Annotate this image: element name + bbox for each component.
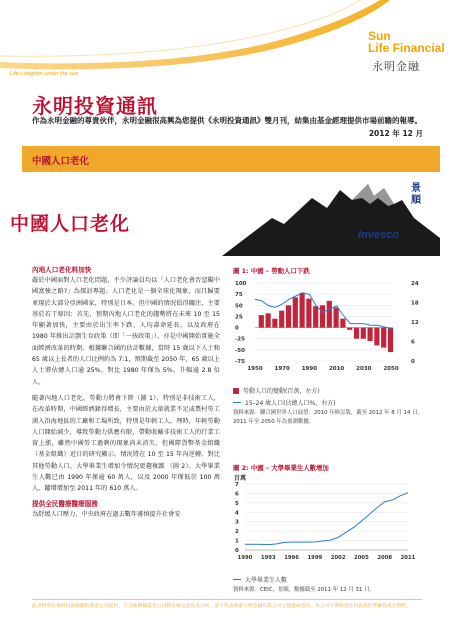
y-tick: 5 [235, 500, 239, 507]
chart-2-source: 資料來源：CEIC，景順，數據截至 2011 年 12 月 31 日。 [233, 587, 375, 593]
newsletter-subtitle: 作為永明金融的尊貴伙伴，永明金融很高興為您提供《永明投資通訊》雙月刊，結集由基金經理提供市場前瞻的報導。 [32, 116, 422, 125]
logo-chinese: 永明金融 [372, 60, 420, 73]
chart-1-block [233, 266, 423, 427]
bar [306, 299, 311, 328]
y-tick-left: 75 [235, 292, 243, 299]
chart-1-legend-line-label: 15–24 歲人口(佔總人口%，右方) [245, 400, 336, 407]
chart-1-legend-bar [233, 386, 423, 395]
line-legend-swatch [233, 579, 241, 580]
x-tick: 1990 [237, 555, 253, 561]
chart-1-svg [233, 275, 423, 379]
bar [293, 297, 298, 327]
y-tick-right: 12 [411, 320, 419, 326]
bar [354, 328, 359, 339]
bar [381, 328, 386, 348]
x-tick: 1950 [247, 366, 263, 372]
y-tick-left: 100 [235, 281, 247, 287]
chart-1-title: 圖 1: 中國 – 勞動人口下跌 [233, 267, 310, 275]
bar [279, 311, 284, 328]
x-tick: 2002 [330, 555, 346, 561]
article-paragraph-1: 嚴於中國面對人口老化問題，不少評論員均以「人口老化會否窒礙中國富強之路?」為探討專題。人口老化是一個全球化現象，而且歸要並現於大部分亞洲國家，特別是日本。但中國的情況值得關注，主要基於若干原因：首先，預期內地人口老化的趨勢將在未來 10 至 15 年顯著加快，主要由於出生率下跌、人均壽命延長，以及政府在 1980 年推出計劃生育政策（即「一孩政策」），亦是中國開始實施全面經濟改革的時期。根據聯合國的估計數據，當時 15 歲以下人士和 65 歲以上長者的人口比例約為 7:1，預期截至 2050 年，65 歲以上人士將佔總人口逾 25%，對比 1980 年僅為 5%，升幅逾 2.8 倍人。 [32, 277, 220, 386]
bar [388, 328, 393, 353]
chart-2-legend-label: 大學畢業生人數 [245, 577, 288, 584]
logo-line-1: Sun [368, 29, 391, 43]
bar [272, 319, 277, 328]
newsletter-title: 永明投資通訊 [32, 94, 158, 118]
series-line [245, 493, 408, 545]
y-tick-right: 18 [411, 300, 419, 307]
logo-line-2: Life Financial [368, 41, 445, 55]
article-heading-2: 提供全民醫療醫療服務 [32, 499, 98, 508]
bar [259, 315, 264, 327]
y-tick: 7 [235, 482, 239, 488]
invesco-logo: Invesco [358, 229, 399, 241]
x-tick: 2011 [400, 555, 416, 561]
x-tick: 1996 [284, 555, 299, 561]
y-axis-unit: 百萬 [234, 475, 247, 482]
y-tick-left: 0 [235, 325, 239, 332]
bar [300, 293, 305, 328]
y-tick: 0 [235, 548, 239, 554]
x-tick: 2005 [354, 555, 369, 561]
chart-2-legend [233, 575, 423, 584]
x-tick: 2030 [356, 366, 372, 372]
bar [340, 319, 345, 328]
chart-1-legend-bar-label: 勞動人口的變動(百萬，左方) [243, 388, 320, 395]
y-tick: 3 [235, 519, 239, 526]
bar [361, 328, 366, 339]
x-tick: 2008 [377, 555, 393, 561]
x-tick: 1999 [307, 555, 323, 561]
y-tick: 4 [235, 510, 239, 517]
chart-1-source: 資料來源：聯合國世界人口展望：2010 年修訂版，截至 2012 年 8 月 14 日。2011 年至 2050 年為預測數據。 [233, 410, 423, 425]
bar [334, 308, 339, 328]
footer-divider [32, 599, 422, 600]
chart-1-legend-line [233, 398, 423, 407]
y-tick-left: -25 [235, 336, 245, 343]
x-tick: 2050 [383, 366, 399, 372]
y-tick: 6 [235, 491, 239, 498]
y-tick-right: 6 [411, 339, 415, 346]
bar [368, 328, 373, 341]
article-paragraph-3: 為舒緩人口壓力，中央政府在過去數年審慎提升社會安 [32, 510, 181, 518]
y-tick-left: -50 [235, 347, 245, 354]
chart-2-svg [233, 472, 423, 568]
x-tick: 1993 [260, 555, 276, 561]
y-tick: 1 [235, 538, 239, 545]
sun-life-logo [368, 29, 448, 73]
chart-2-title: 圖 2: 中國 – 大學畢業生人數增加 [233, 464, 329, 472]
tagline: Life's brighter under the sun [10, 71, 79, 77]
x-tick: 1990 [301, 366, 318, 372]
issue-date: 2012 年 12 月 [368, 129, 423, 138]
y-tick-left: 50 [235, 303, 243, 310]
x-tick: 1970 [274, 366, 290, 372]
section-label: 中國人口老化 [32, 156, 90, 167]
section-banner [22, 146, 440, 172]
y-tick-right: 24 [411, 281, 419, 287]
line-legend-swatch [233, 402, 241, 403]
page-header [0, 0, 453, 84]
article-title: 中國人口老化 [10, 213, 131, 235]
bar [320, 305, 325, 327]
y-tick-right: 0 [411, 359, 415, 365]
bar-legend-swatch [233, 388, 239, 394]
bar [347, 328, 352, 330]
article-body [32, 265, 220, 520]
chart-2-block [233, 463, 423, 595]
bar [266, 313, 271, 327]
bar [327, 301, 332, 328]
bar [374, 328, 379, 346]
y-tick-left: 25 [235, 314, 243, 321]
y-tick: 2 [235, 529, 239, 536]
x-tick: 2010 [328, 366, 345, 372]
article-heading-1: 內地人口老化料加快 [32, 266, 92, 274]
bar [286, 305, 291, 327]
y-tick-left: -75 [235, 359, 245, 365]
disclaimer: 此刊物所有資料均由相關的基金公司提供，只反映撰稿基金公司對市場之意見及分析，並不代表香港永明金融有限公司之建議或意見。本公司不會保證任何資料的準確性或完整性。 [32, 604, 411, 609]
article-paragraph-2: 隨著內地人口老化，勞動力將會下降（圖 1），特別是非技術工人，在改革時期，中國經濟錄得增長，主要由於大量就業不足或農村勞工湧入沿海地區的工廠和工場所致，特別是年輕工人。理時，年輕勞動人口開始減少，導致勞動力供應有限，帶動收輔非技術工人的行業工資上漲，雖然中國勞工過剩的現象尚未消失，但國際貨幣基金組織（基金組織）近日的研究顯示，情況將在 10 至 15 年內逆轉。對比其他勞動人口，大學畢業生增加令情況更趨複雜 （圖 2）。大學畢業生人數已由 1990 年僅逾 60 萬人，以及 2000 年僅低於 100 萬人，躍增增加至 2011 年的 610 萬人。 [32, 394, 220, 493]
partner-chinese-name: 景順 [411, 183, 421, 206]
bar [313, 306, 318, 327]
